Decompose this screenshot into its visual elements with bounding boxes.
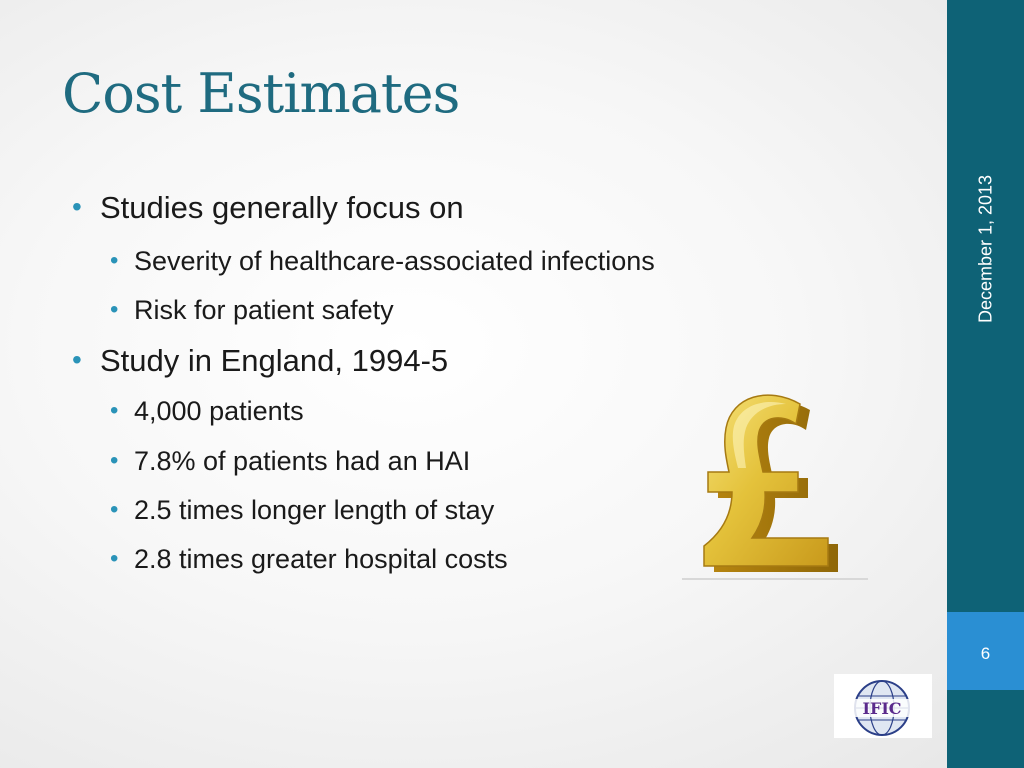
- bullet-item: [110, 295, 394, 326]
- bullet-item: [110, 544, 508, 575]
- bullet-item: [72, 343, 449, 379]
- bullet-text: Risk for patient safety: [134, 295, 394, 325]
- pound-sign-icon: [682, 382, 868, 586]
- logo-text: IFIC: [862, 699, 902, 718]
- bullet-item: [110, 446, 471, 477]
- bullet-text: Studies generally focus on: [100, 190, 464, 225]
- slide-date: December 1, 2013: [975, 174, 996, 324]
- bullet-item: [72, 190, 464, 226]
- bullet-item: [110, 495, 495, 526]
- bullet-text: 4,000 patients: [134, 396, 304, 426]
- bullet-text: Study in England, 1994-5: [100, 343, 449, 378]
- bullet-dot: •: [72, 191, 82, 222]
- page-number: 6: [980, 644, 991, 663]
- bullet-text: Severity of healthcare-associated infections: [134, 246, 655, 276]
- bullet-dot: •: [72, 344, 82, 375]
- ific-logo: [834, 674, 932, 738]
- bullet-text: 2.8 times greater hospital costs: [134, 544, 508, 574]
- bullet-dot: •: [110, 296, 119, 323]
- bullet-dot: •: [110, 545, 119, 572]
- bullet-text: 2.5 times longer length of stay: [134, 495, 495, 525]
- bullet-dot: •: [110, 496, 119, 523]
- bullet-item: [110, 246, 655, 277]
- bullet-text: 7.8% of patients had an HAI: [134, 446, 471, 476]
- slide-title: Cost Estimates: [62, 62, 460, 125]
- bullet-dot: •: [110, 447, 119, 474]
- bullet-item: [110, 396, 304, 427]
- bullet-dot: •: [110, 397, 119, 424]
- page-number-box: [947, 612, 1024, 690]
- bullet-dot: •: [110, 247, 119, 274]
